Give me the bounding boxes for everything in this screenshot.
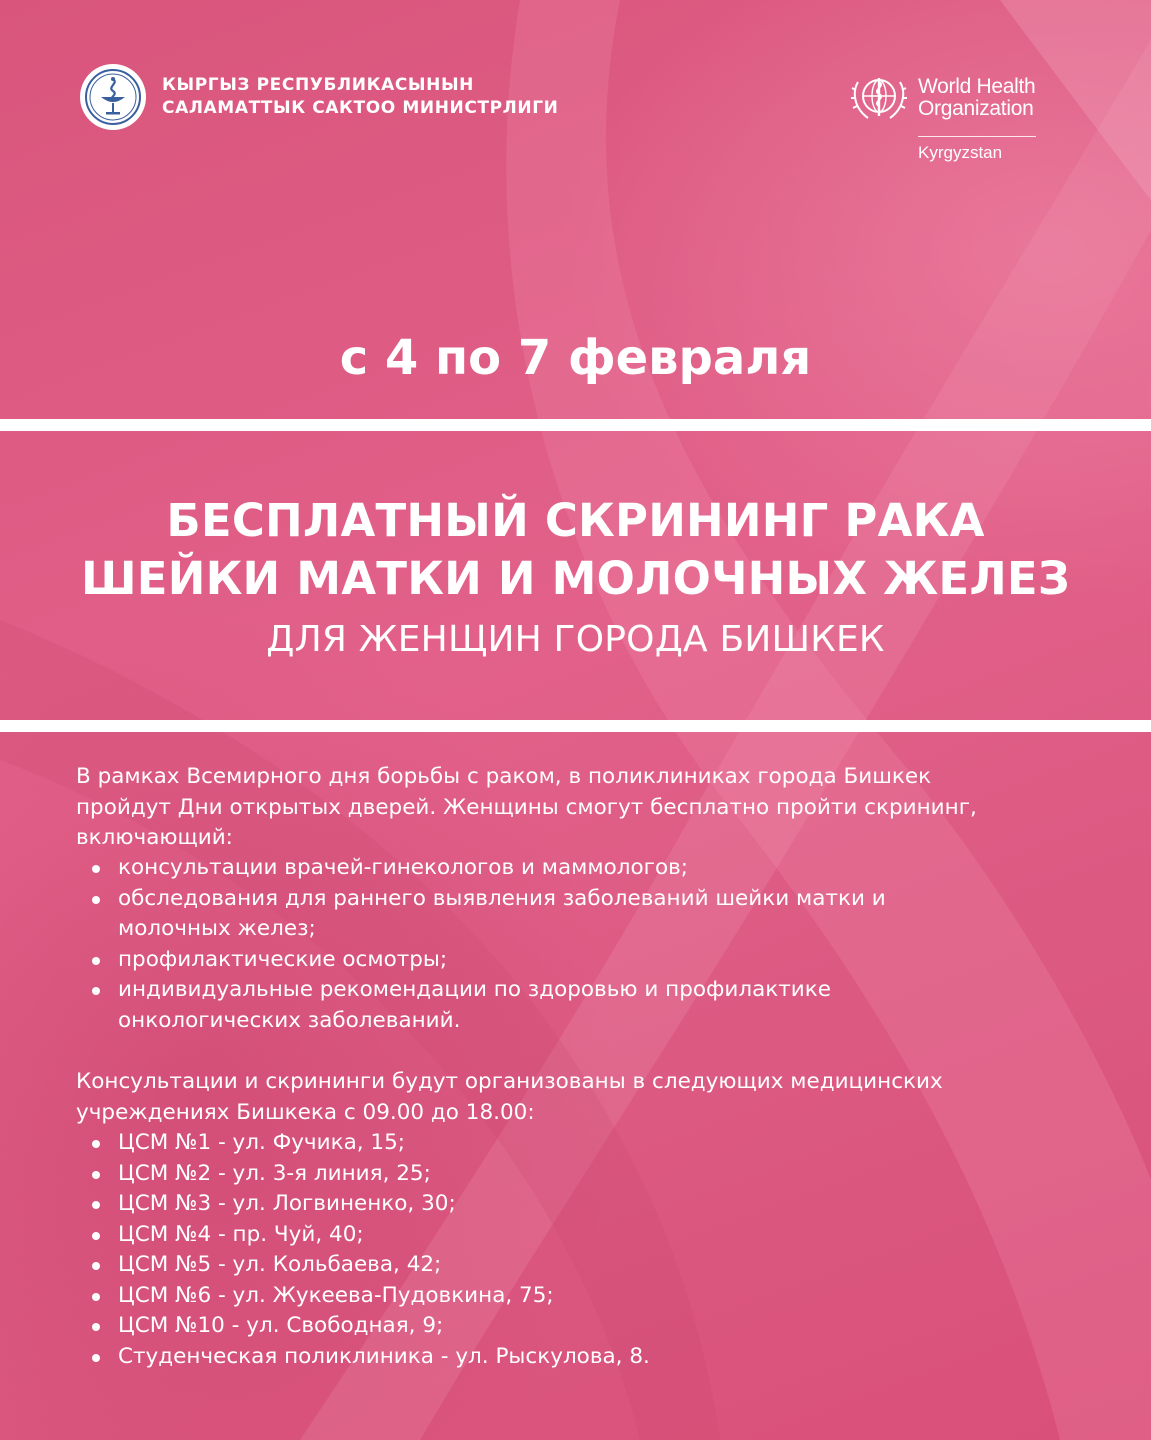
subheadline: ДЛЯ ЖЕНЩИН ГОРОДА БИШКЕК [266, 619, 885, 660]
venues-intro-line: учреждениях Бишкека с 09.00 до 18.00: [76, 1099, 535, 1125]
divider-top [0, 419, 1151, 431]
who-logo [846, 68, 1041, 163]
ministry-logo [80, 64, 559, 130]
list-item: Студенческая поликлиника - ул. Рыскулова, 8. [76, 1342, 1076, 1373]
venues-list [76, 1128, 1076, 1372]
list-item [76, 884, 1076, 945]
service-text: обследования для раннего выявления заболеваний шейки матки и [118, 885, 886, 911]
who-divider [918, 136, 1036, 137]
intro-line: включающий: [76, 825, 233, 850]
who-name [918, 76, 1035, 120]
list-item: ЦСМ №4 - пр. Чуй, 40; [76, 1220, 1076, 1251]
service-text: профилактические осмотры; [118, 946, 448, 972]
ministry-name [162, 74, 559, 120]
who-name-line1: World Health [918, 75, 1036, 98]
list-item [76, 975, 1076, 1036]
headline-line2: ШЕЙКИ МАТКИ И МОЛОЧНЫХ ЖЕЛЕЗ [80, 552, 1071, 605]
ministry-name-line1: КЫРГЫЗ РЕСПУБЛИКАСЫНЫН [162, 75, 475, 95]
intro-paragraph [76, 762, 1076, 854]
who-name-line2: Organization [918, 97, 1034, 120]
intro-line: В рамках Всемирного дня борьбы с раком, в поликлиниках города Бишкек [76, 764, 932, 789]
list-item: ЦСМ №1 - ул. Фучика, 15; [76, 1128, 1076, 1159]
headline [0, 492, 1151, 608]
ministry-name-line2: САЛАМАТТЫК САКТОО МИНИСТРЛИГИ [162, 98, 559, 118]
list-item [76, 853, 1076, 884]
service-text: консультации врачей-гинекологов и маммологов; [118, 855, 689, 880]
who-emblem-icon [846, 68, 912, 128]
caduceus-bowl-icon [80, 64, 146, 130]
list-item: ЦСМ №2 - ул. 3-я линия, 25; [76, 1159, 1076, 1190]
list-item: ЦСМ №6 - ул. Жукеева-Пудовкина, 75; [76, 1281, 1076, 1312]
list-item: ЦСМ №5 - ул. Кольбаева, 42; [76, 1250, 1076, 1281]
divider-bottom [0, 720, 1151, 732]
header [0, 60, 1151, 170]
service-text: индивидуальные рекомендации по здоровью и профилактике [118, 977, 831, 1002]
event-dates: с 4 по 7 февраля [339, 330, 812, 386]
service-text: онкологических заболеваний. [118, 1007, 461, 1033]
list-item: ЦСМ №10 - ул. Свободная, 9; [76, 1311, 1076, 1342]
list-item [76, 945, 1076, 976]
intro-line: пройдут Дни открытых дверей. Женщины смогут бесплатно пройти скрининг, [76, 794, 977, 820]
services-list [76, 853, 1076, 1036]
list-item: ЦСМ №3 - ул. Логвиненко, 30; [76, 1189, 1076, 1220]
venues-intro-line: Консультации и скрининги будут организованы в следующих медицинских [76, 1069, 943, 1094]
headline-line1: БЕСПЛАТНЫЙ СКРИНИНГ РАКА [166, 494, 985, 547]
venues-intro-paragraph [76, 1067, 1076, 1128]
service-text: молочных желез; [118, 916, 316, 941]
who-country: Kyrgyzstan [918, 143, 1003, 162]
